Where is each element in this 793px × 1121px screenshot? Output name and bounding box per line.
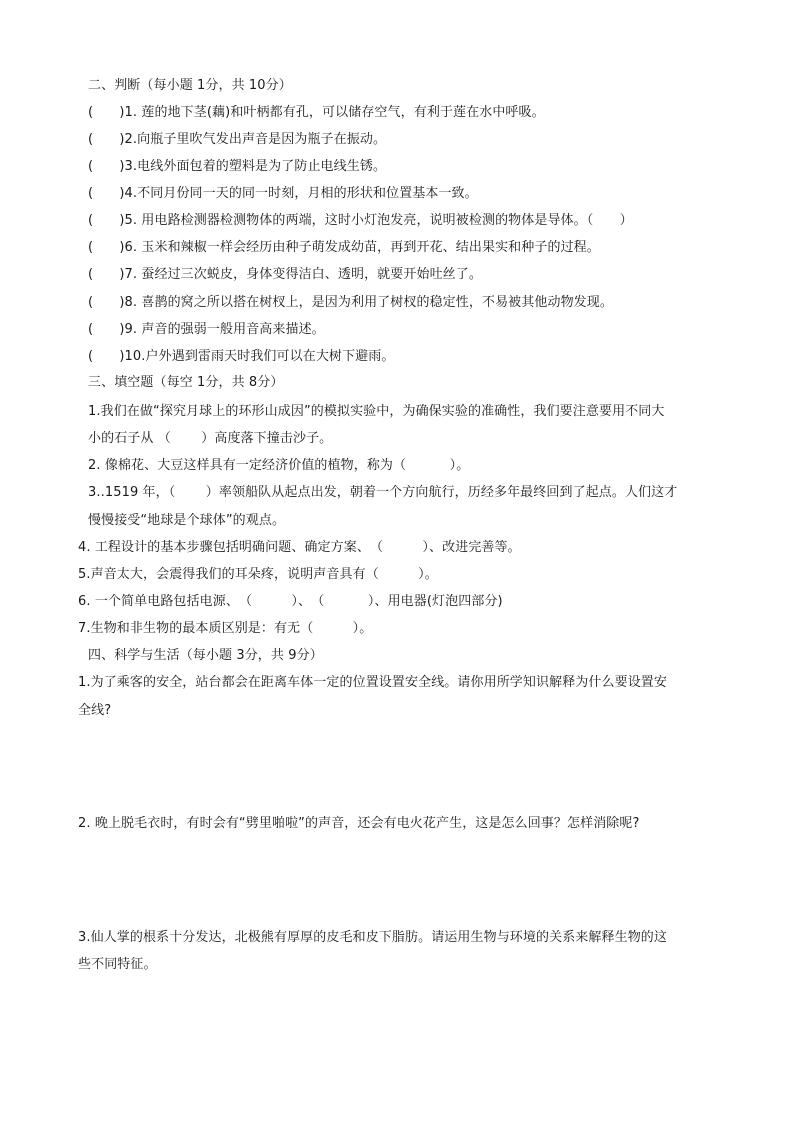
fill-q7: 7.生物和非生物的最本质区别是：有无（ ）。 bbox=[78, 621, 373, 636]
life-q1-line1: 1.为了乘客的安全，站台都会在距离车体一定的位置设置安全线。请你用所学知识解释为什么要设置安 bbox=[78, 675, 668, 690]
fill-q1-line1: 1.我们在做“探究月球上的环形山成因”的模拟实验中，为确保实验的准确性，我们要注意要用不同大 bbox=[88, 404, 665, 419]
fill-q6: 6. 一个简单电路包括电源、 （ ）、 （ ）、用电器(灯泡四部分) bbox=[78, 594, 503, 609]
fill-q4: 4. 工程设计的基本步骤包括明确问题、确定方案、 （ ）、改进完善等。 bbox=[78, 540, 521, 555]
life-q2: 2. 晚上脱毛衣时，有时会有“劈里啪啦”的声音，还会有电火花产生，这是怎么回事？怎样消除呢? bbox=[78, 816, 640, 831]
fill-q2: 2. 像棉花、大豆这样具有一定经济价值的植物，称为（ ）。 bbox=[88, 458, 470, 473]
judge-item-3: ( )3.电线外面包着的塑料是为了防止电线生锈。 bbox=[88, 159, 387, 174]
judge-item-7: ( )7. 蚕经过三次蜕皮，身体变得洁白、透明，就要开始吐丝了。 bbox=[88, 267, 482, 282]
fill-q5: 5.声音太大，会震得我们的耳朵疼，说明声音具有（ ）。 bbox=[78, 567, 438, 582]
section-3-heading: 三、填空题（每空 1分，共 8分） bbox=[88, 375, 284, 390]
judge-item-2: ( )2.向瓶子里吹气发出声音是因为瓶子在振动。 bbox=[88, 132, 387, 147]
judge-item-4: ( )4.不同月份同一天的同一时刻，月相的形状和位置基本一致。 bbox=[88, 186, 478, 201]
section-2-heading: 二、判断（每小题 1分，共 10分） bbox=[88, 78, 292, 93]
fill-q3-line1: 3..1519 年，（ ）率领船队从起点出发，朝着一个方向航行，历经多年最终回到了起点。人们这才 bbox=[88, 485, 678, 500]
judge-item-9: ( )9. 声音的强弱一般用音高来描述。 bbox=[88, 322, 325, 337]
life-q3-line2: 些不同特征。 bbox=[78, 957, 157, 972]
life-q3-line1: 3.仙人掌的根系十分发达，北极熊有厚厚的皮毛和皮下脂肪。请运用生物与环境的关系来解释生物的这 bbox=[78, 930, 668, 945]
section-4-heading: 四、科学与生活（每小题 3分，共 9分） bbox=[88, 648, 323, 663]
judge-item-1: ( )1. 莲的地下茎(藕)和叶柄都有孔，可以储存空气，有利于莲在水中呼吸。 bbox=[88, 105, 545, 120]
fill-q1-line2: 小的石子从 （ ）高度落下撞击沙子。 bbox=[88, 431, 333, 446]
life-q1-line2: 全线? bbox=[78, 703, 112, 718]
judge-item-6: ( )6. 玉米和辣椒一样会经历由种子萌发成幼苗，再到开花、结出果实和种子的过程。 bbox=[88, 240, 600, 255]
judge-item-10: ( )10.户外遇到雷雨天时我们可以在大树下避雨。 bbox=[88, 349, 395, 364]
judge-item-8: ( )8. 喜鹊的窝之所以搭在树杈上，是因为利用了树杈的稳定性，不易被其他动物发现。 bbox=[88, 295, 613, 310]
fill-q3-line2: 慢慢接受“地球是个球体”的观点。 bbox=[88, 513, 286, 528]
judge-item-5: ( )5. 用电路检测器检测物体的两端，这时小灯泡发亮，说明被检测的物体是导体。（ ） bbox=[88, 213, 633, 228]
